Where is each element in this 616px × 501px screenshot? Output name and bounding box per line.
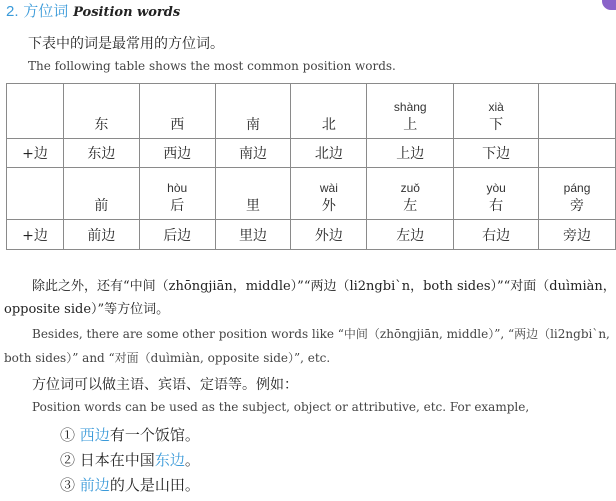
- paragraph-cn-line1: 除此之外，还有“中间（zhōngjiān，middle）”“两边（li2ngbi`n，both sides）”“对面（duìmiàn，: [32, 279, 616, 294]
- table-cell: 东: [63, 84, 139, 139]
- table-cell: 右边: [454, 220, 539, 250]
- table-cell: xià 下: [454, 84, 539, 139]
- table-cell: 东边: [63, 139, 139, 168]
- table-cell: 南边: [215, 139, 291, 168]
- table-cell: 左边: [367, 220, 454, 250]
- table-cell: 后边: [139, 220, 215, 250]
- table-cell: 里边: [215, 220, 291, 250]
- table-cell: 南: [215, 84, 291, 139]
- table-cell: hòu 后: [139, 168, 215, 220]
- table-cell: yòu 右: [454, 168, 539, 220]
- table-cell: 北边: [291, 139, 367, 168]
- table-cell: [7, 84, 64, 139]
- table-cell: 下边: [454, 139, 539, 168]
- table-cell: [7, 168, 64, 220]
- position-words-table: [6, 83, 616, 250]
- table-cell: shàng 上: [367, 84, 454, 139]
- highlight-word: 东边: [154, 451, 185, 469]
- example-number: ③: [60, 476, 76, 494]
- paragraph-en-line1: Besides, there are some other position words like “中间（zhōngjiān, middle）”, “两边（li2ngbi`n,: [32, 327, 610, 341]
- section-title-cn: 方位词: [23, 3, 69, 20]
- section-number: 2.: [6, 3, 19, 20]
- section-title-en: Position words: [73, 5, 181, 20]
- usage-cn: 方位词可以做主语、宾语、定语等。例如：: [32, 377, 298, 393]
- table-row-positions: [7, 168, 616, 220]
- table-row-directions: [7, 84, 616, 139]
- corner-badge: [602, 0, 616, 10]
- example-2: ② 日本在中国东边。: [60, 451, 200, 469]
- intro-english: The following table shows the most common position words.: [28, 59, 396, 73]
- table-cell: [539, 139, 616, 168]
- example-1: ① 西边有一个饭馆。: [60, 426, 200, 444]
- highlight-word: 西边: [79, 426, 110, 444]
- table-cell: páng 旁: [539, 168, 616, 220]
- table-row-suffix: [7, 220, 616, 250]
- table-cell: 旁边: [539, 220, 616, 250]
- table-cell: [539, 84, 616, 139]
- intro-chinese: 下表中的词是最常用的方位词。: [28, 36, 224, 52]
- example-number: ②: [60, 451, 76, 469]
- table-cell: wài 外: [291, 168, 367, 220]
- table-cell: 西: [139, 84, 215, 139]
- table-cell: 前边: [63, 220, 139, 250]
- example-number: ①: [60, 426, 76, 444]
- table-cell: 里: [215, 168, 291, 220]
- paragraph-en-line2: both sides）” and “对面（duìmiàn, opposite side）”, etc.: [4, 351, 331, 365]
- table-cell: 外边: [291, 220, 367, 250]
- paragraph-cn-line2: opposite side）”等方位词。: [4, 302, 170, 317]
- section-heading: [6, 0, 180, 21]
- table-cell: zuǒ 左: [367, 168, 454, 220]
- table-cell: 西边: [139, 139, 215, 168]
- table-cell: 北: [291, 84, 367, 139]
- highlight-word: 前边: [79, 476, 110, 494]
- table-cell: 前: [63, 168, 139, 220]
- table-row-suffix: [7, 139, 616, 168]
- table-cell: +边: [7, 220, 64, 250]
- table-cell: 上边: [367, 139, 454, 168]
- example-3: ③ 前边的人是山田。: [60, 476, 200, 494]
- usage-en: Position words can be used as the subject, object or attributive, etc. For example,: [32, 400, 530, 414]
- table-cell: +边: [7, 139, 64, 168]
